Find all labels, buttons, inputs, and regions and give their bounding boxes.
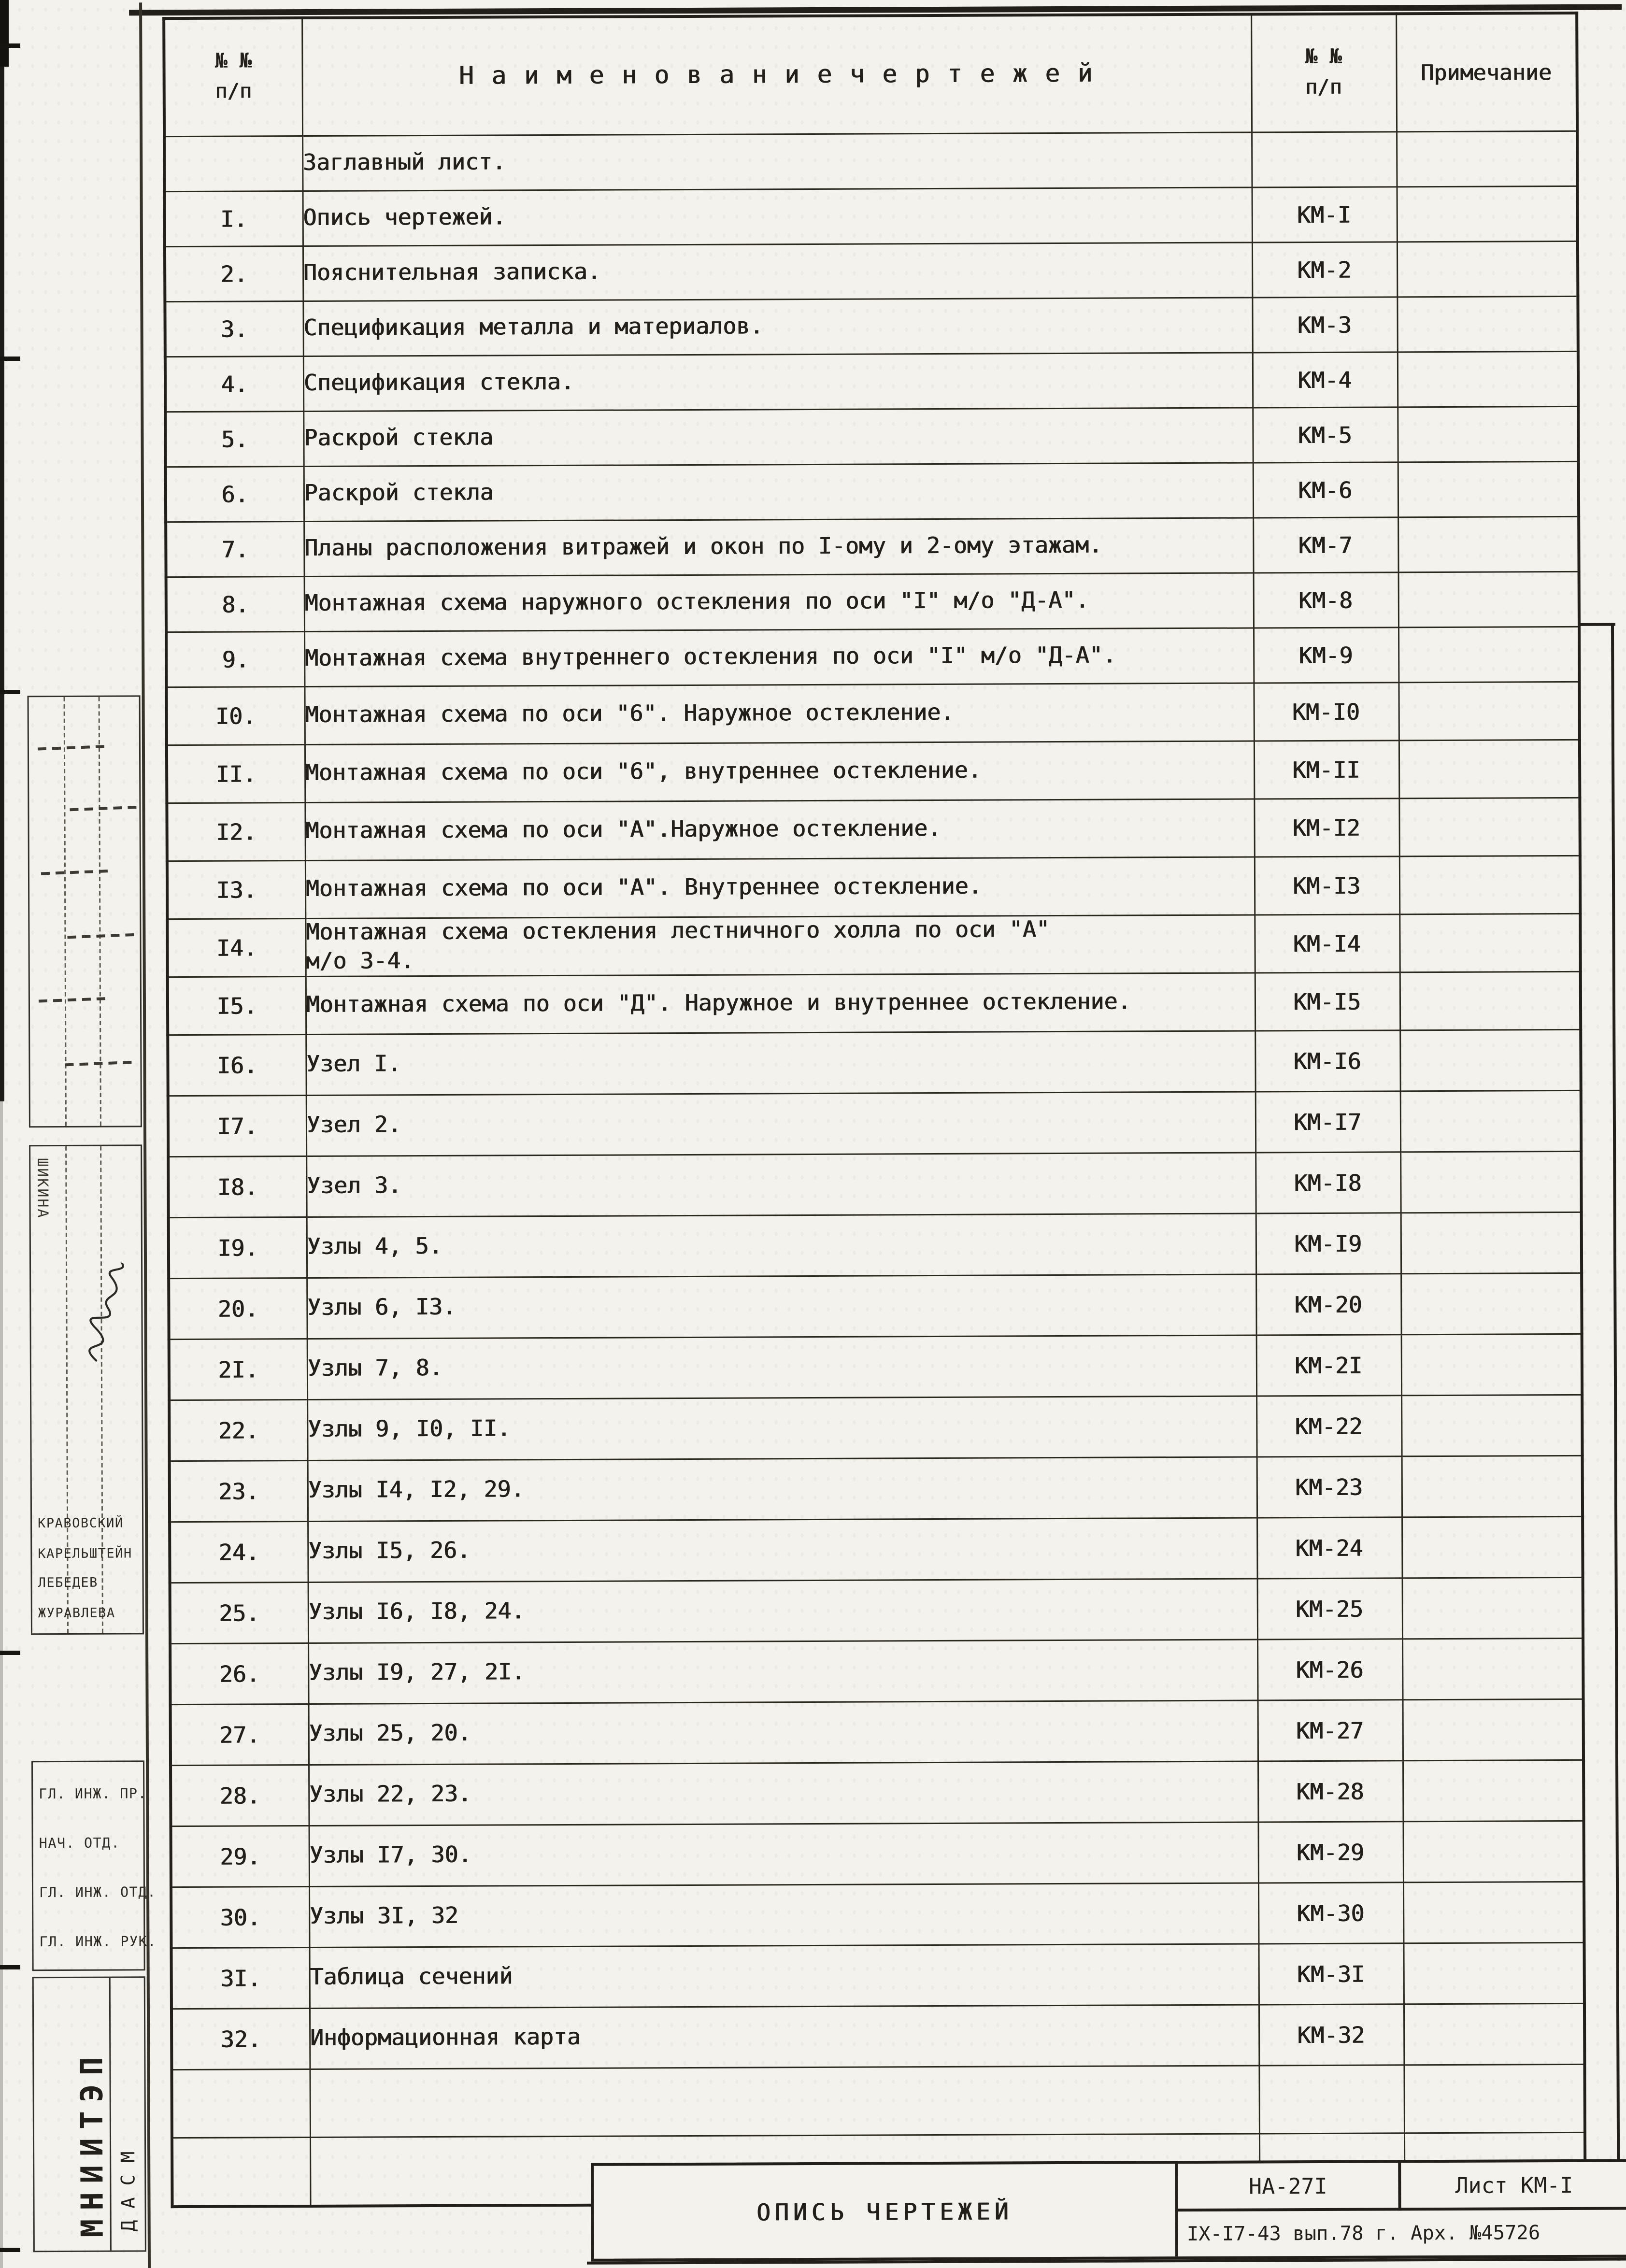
row-note [1398, 627, 1579, 682]
table-row [165, 406, 1578, 467]
title-block-archive: IX-I7-43 вып.78 г. Арх. №45726 [1186, 2221, 1540, 2246]
row-note [1401, 1334, 1582, 1395]
row-drawing-name: Узлы 6, I3. [306, 1274, 1255, 1339]
header-doc-number: № № п/п [1251, 14, 1396, 132]
row-doc-code: КМ-2 [1252, 242, 1397, 298]
row-drawing-name: Узлы I9, 27, 2I. [308, 1640, 1257, 1704]
row-item-number: I0. [166, 687, 304, 745]
row-doc-code: КМ-4 [1252, 352, 1397, 408]
table-row [168, 1090, 1581, 1156]
signer-name: КРАВОВСКИЙ [38, 1517, 124, 1532]
row-doc-code: КМ-I5 [1255, 972, 1399, 1031]
signer-name: ЛЕБЕДЕВ [38, 1576, 98, 1592]
row-drawing-name: Информационная карта [309, 2005, 1258, 2069]
table-row [166, 682, 1579, 745]
department-name: ДАСМ [118, 2140, 141, 2232]
row-item-number: 23. [170, 1461, 307, 1522]
row-item-number: 29. [171, 1826, 309, 1887]
table-row [164, 131, 1577, 191]
row-doc-code: КМ-6 [1253, 462, 1398, 518]
row-doc-code: КМ-22 [1256, 1396, 1401, 1457]
row-item-number: 20. [169, 1278, 306, 1340]
row-note [1401, 1516, 1583, 1578]
table-row [169, 1212, 1582, 1278]
row-doc-code: КМ-2I [1256, 1335, 1401, 1396]
scribble-line [38, 745, 104, 750]
row-item-number: 7. [166, 522, 303, 577]
row-drawing-name: Раскрой стекла [303, 408, 1252, 467]
table-header-row [164, 13, 1577, 137]
table-row [166, 461, 1579, 522]
row-doc-code: КМ-24 [1256, 1517, 1401, 1579]
row-item-number: I2. [167, 803, 304, 861]
header-drawing-name: Н а и м е н о в а н и е ч е р т е ж е й [301, 14, 1251, 136]
row-note [1397, 406, 1578, 462]
row-drawing-name: Узлы I4, I2, 29. [307, 1457, 1256, 1522]
row-drawing-name: Монтажная схема наружного остекления по оси "I" м/о "Д-А". [304, 573, 1253, 632]
row-item-number: 8. [166, 577, 304, 632]
row-doc-code [1251, 132, 1396, 187]
row-item-number: II. [167, 745, 304, 803]
row-item-number: I5. [168, 977, 305, 1035]
row-item-number: I3. [167, 861, 305, 919]
row-doc-code: КМ-5 [1252, 407, 1397, 463]
header-item-number: № № п/п [164, 18, 302, 137]
row-note [1399, 913, 1580, 972]
row-note [1400, 1090, 1581, 1152]
title-block-code: НА-27I [1178, 2163, 1398, 2211]
row-doc-code: КМ-23 [1256, 1456, 1401, 1518]
table-row [171, 1882, 1584, 1948]
row-drawing-name: Монтажная схема по оси "А". Внутреннее остекление. [305, 857, 1254, 919]
role-label: ГЛ. ИНЖ. ПР. [39, 1786, 147, 1803]
table-row [171, 1760, 1583, 1826]
row-note [1403, 2003, 1584, 2065]
signer-names-list [38, 1510, 132, 1629]
table-row [171, 1699, 1583, 1765]
role-label: ГЛ. ИНЖ. РУК. [39, 1934, 157, 1951]
row-doc-code: КМ-I0 [1253, 683, 1398, 741]
table-row [171, 1821, 1584, 1887]
row-item-number: 32. [171, 2009, 309, 2070]
row-drawing-name: Узлы 4, 5. [306, 1213, 1255, 1278]
row-doc-code: КМ-27 [1257, 1700, 1402, 1761]
row-item-number: I8. [168, 1156, 306, 1218]
table-row [170, 1577, 1583, 1643]
row-doc-code: КМ-I [1252, 187, 1397, 242]
table-row [168, 971, 1581, 1035]
table-row [171, 2064, 1585, 2138]
header-note: Примечание [1396, 13, 1577, 132]
row-doc-code: КМ-30 [1258, 1883, 1403, 1944]
row-note [1403, 1821, 1584, 1882]
row-drawing-name: Опись чертежей. [302, 187, 1252, 246]
row-note [1402, 1699, 1583, 1760]
roles-list [39, 1770, 157, 1968]
row-drawing-name: Узлы 22, 23. [308, 1761, 1257, 1826]
role-label: НАЧ. ОТД. [39, 1836, 120, 1853]
row-doc-code: КМ-8 [1253, 572, 1398, 628]
row-doc-code: КМ-I6 [1255, 1030, 1399, 1092]
table-row [167, 798, 1580, 861]
approval-stamp-box [28, 695, 142, 1127]
frame-right-line [1611, 623, 1621, 2261]
scribble-line [65, 1061, 131, 1066]
table-row [168, 1151, 1581, 1217]
row-note [1403, 1882, 1584, 1943]
row-drawing-name: Узел I. [305, 1031, 1255, 1096]
table-row [167, 856, 1580, 919]
row-item-number: 26. [170, 1643, 308, 1705]
row-drawing-name [309, 2066, 1259, 2138]
table-row [169, 1334, 1582, 1400]
row-note [1398, 682, 1579, 740]
drawings-index-table [162, 12, 1586, 2208]
row-note [1397, 241, 1578, 297]
row-doc-code: КМ-3 [1252, 297, 1397, 353]
row-drawing-name: Монтажная схема остекления лестничного холла по оси "А" м/о 3-4. [305, 915, 1254, 977]
row-note [1402, 1577, 1583, 1639]
table-row [165, 296, 1578, 357]
row-drawing-name: Спецификация стекла. [303, 353, 1252, 412]
roles-box [31, 1760, 157, 1971]
row-doc-code: КМ-I4 [1254, 914, 1399, 973]
frame-right-notch [1578, 623, 1615, 627]
row-note [1401, 1455, 1583, 1517]
row-note [1398, 461, 1579, 517]
row-drawing-name: Узлы 3I, 32 [309, 1883, 1258, 1948]
signer-name: ШИКИНА [33, 1158, 50, 1219]
scribble-line [39, 997, 105, 1002]
row-item-number: 2I. [169, 1339, 307, 1400]
table-row [167, 740, 1580, 803]
row-item-number: 2. [165, 246, 302, 302]
title-block [591, 2159, 1626, 2262]
scribble-line [70, 806, 136, 811]
row-note [1398, 571, 1579, 627]
row-note [1400, 1273, 1582, 1334]
row-note [1398, 740, 1580, 798]
table-row [166, 516, 1579, 577]
row-doc-code: КМ-I9 [1255, 1213, 1400, 1274]
table-row [167, 913, 1580, 977]
table-row [165, 186, 1578, 246]
row-drawing-name: Узлы 25, 20. [308, 1700, 1257, 1765]
row-drawing-name: Заглавный лист. [302, 132, 1251, 191]
table-row [166, 571, 1579, 632]
row-doc-code: КМ-9 [1253, 628, 1398, 683]
row-item-number: 30. [171, 1887, 309, 1948]
row-note [1398, 516, 1579, 572]
table-row [169, 1273, 1582, 1339]
row-drawing-name: Монтажная схема по оси "Д". Наружное и внутреннее остекление. [305, 973, 1255, 1035]
row-item-number: 27. [171, 1704, 308, 1766]
row-drawing-name: Узлы 9, I0, II. [307, 1396, 1256, 1461]
row-item-number: 4. [165, 357, 303, 412]
row-doc-code: КМ-I7 [1255, 1091, 1400, 1153]
row-item-number: I. [165, 191, 302, 247]
row-drawing-name: Узлы I5, 26. [307, 1518, 1256, 1583]
scribble-line [41, 870, 108, 875]
row-drawing-name: Узлы 7, 8. [307, 1335, 1256, 1400]
row-drawing-name: Узел 3. [306, 1153, 1255, 1217]
row-doc-code: КМ-20 [1255, 1274, 1400, 1335]
row-note [1403, 2064, 1585, 2133]
row-note [1399, 1029, 1581, 1091]
row-note [1400, 1212, 1582, 1273]
row-doc-code: КМ-25 [1257, 1578, 1402, 1640]
table-row [170, 1516, 1583, 1583]
row-note [1397, 351, 1578, 407]
title-block-title: ОПИСЬ ЧЕРТЕЖЕЙ [594, 2164, 1178, 2259]
row-note [1399, 856, 1580, 914]
row-doc-code: КМ-I2 [1254, 799, 1398, 857]
row-item-number: 28. [171, 1765, 308, 1826]
row-drawing-name: Пояснительная записка. [302, 242, 1252, 301]
row-note [1403, 1942, 1584, 2004]
table-row [171, 1942, 1584, 2009]
row-drawing-name: Монтажная схема внутреннего остекления по оси "I" м/о "Д-А". [304, 628, 1253, 687]
table-row [169, 1395, 1582, 1461]
signer-name: ЖУРАВЛЕВА [38, 1606, 115, 1621]
row-drawing-name: Раскрой стекла [303, 463, 1253, 522]
row-doc-code: КМ-3I [1258, 1943, 1403, 2005]
row-drawing-name: Спецификация металла и материалов. [302, 298, 1252, 357]
row-note [1401, 1395, 1582, 1456]
row-item-number: 5. [165, 412, 303, 467]
table-row [170, 1638, 1583, 1704]
row-doc-code: КМ-28 [1257, 1761, 1402, 1822]
row-drawing-name: Узел 2. [306, 1092, 1255, 1156]
table-row [170, 1455, 1583, 1522]
table-row [168, 1029, 1581, 1096]
row-item-number: 25. [170, 1583, 308, 1644]
org-stamp-box [32, 1976, 146, 2252]
row-drawing-name: Узлы I7, 30. [309, 1822, 1258, 1887]
row-doc-code: КМ-I8 [1255, 1152, 1400, 1213]
row-item-number: 3. [165, 301, 302, 357]
row-note [1400, 1151, 1581, 1212]
row-item-number: I4. [167, 919, 305, 977]
row-note [1398, 798, 1580, 856]
row-item-number: I6. [168, 1035, 305, 1096]
row-doc-code: КМ-29 [1258, 1822, 1403, 1883]
row-drawing-name: Планы расположения витражей и окон по I-ому и 2-ому этажам. [303, 518, 1253, 577]
row-item-number [172, 2138, 310, 2206]
row-doc-code: КМ-26 [1257, 1639, 1402, 1700]
row-drawing-name: Монтажная схема по оси "6", внутреннее остекление. [304, 741, 1254, 803]
row-doc-code [1258, 2065, 1404, 2134]
stamp-column-line [64, 697, 67, 1126]
organization-name: МНИИТЭП [74, 2048, 110, 2238]
row-item-number: 6. [166, 467, 303, 522]
role-label: ГЛ. ИНЖ. ОТД. [39, 1885, 157, 1902]
row-item-number [171, 2069, 310, 2138]
row-drawing-name: Монтажная схема по оси "6". Наружное остекление. [304, 683, 1253, 745]
handwritten-signature [57, 1253, 165, 1375]
row-note [1399, 971, 1581, 1030]
row-item-number: 9. [166, 632, 304, 687]
row-note [1397, 296, 1578, 352]
row-note [1397, 186, 1578, 242]
row-note [1402, 1760, 1583, 1821]
signer-name: КАРЕЛЬШТЕЙН [38, 1546, 132, 1562]
row-doc-code: КМ-I3 [1254, 856, 1399, 915]
row-item-number: I7. [168, 1096, 306, 1157]
signatures-box [29, 1144, 144, 1635]
table-row [166, 627, 1579, 687]
row-drawing-name: Монтажная схема по оси "А".Наружное остекление. [304, 799, 1254, 861]
table-row [165, 351, 1578, 412]
table-row [165, 241, 1578, 301]
row-drawing-name: Узлы I6, I8, 24. [308, 1579, 1257, 1643]
row-item-number: 22. [169, 1400, 307, 1461]
row-item-number: 3I. [171, 1948, 309, 2009]
row-drawing-name: Таблица сечений [309, 1944, 1258, 2009]
table-row [171, 2003, 1584, 2069]
row-doc-code: КМ-II [1254, 741, 1398, 799]
row-item-number: 24. [170, 1522, 307, 1583]
row-item-number: I9. [169, 1217, 306, 1279]
row-doc-code: КМ-7 [1253, 517, 1398, 573]
row-item-number [164, 136, 302, 192]
row-note [1396, 131, 1577, 186]
row-doc-code: КМ-32 [1258, 2004, 1403, 2066]
row-note [1402, 1638, 1583, 1699]
title-block-sheet: Лист КМ-I [1398, 2162, 1626, 2211]
